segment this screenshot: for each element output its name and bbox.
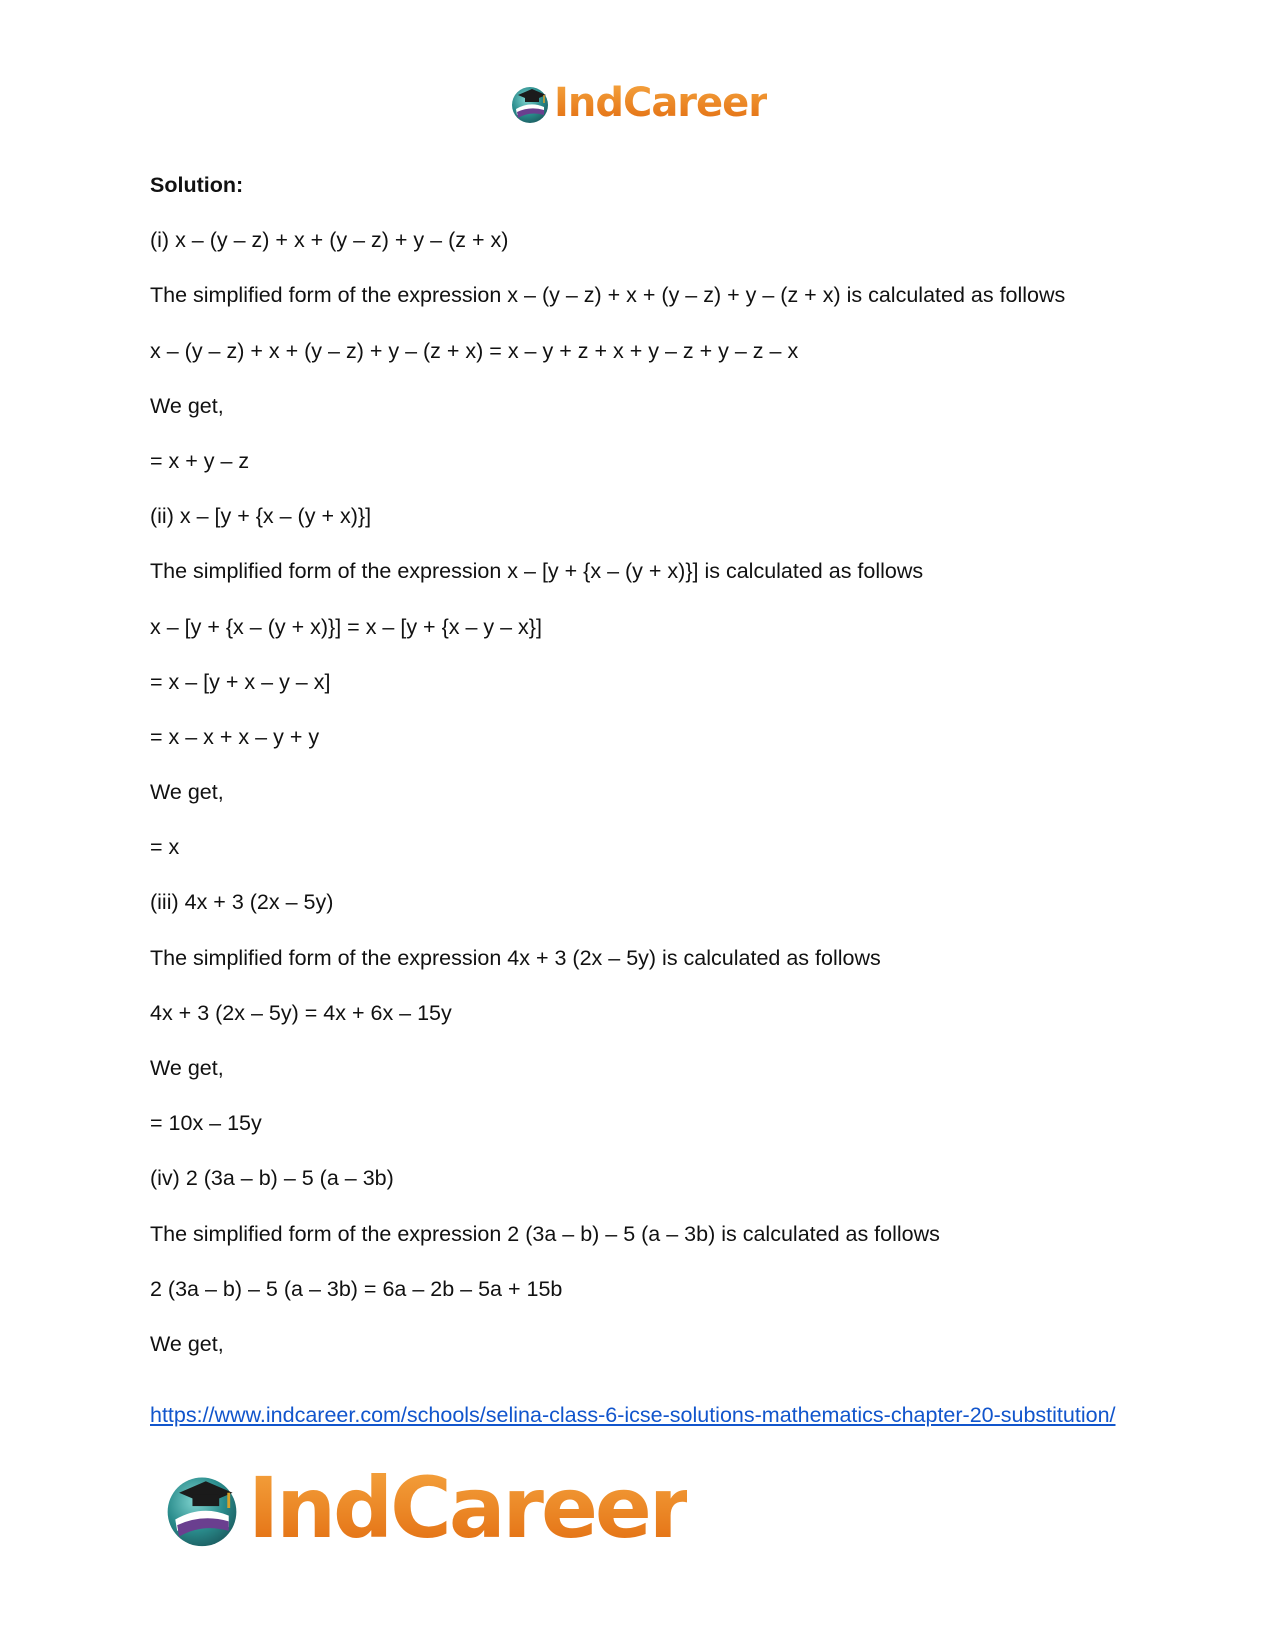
source-link[interactable]: https://www.indcareer.com/schools/selina-class-6-icse-solutions-mathematics-chapter-20-substitution/ [150,1403,1116,1427]
text-line: (i) x – (y – z) + x + (y – z) + y – (z + x) [150,228,509,253]
text-line: (ii) x – [y + {x – (y + x)}] [150,504,372,529]
text-line: 2 (3a – b) – 5 (a – 3b) = 6a – 2b – 5a + 15b [150,1276,563,1301]
text-line: = x + y – z [150,448,250,473]
text-line: x – (y – z) + x + (y – z) + y – (z + x) = x – y + z + x + y – z + y – z – x [150,338,799,363]
text-line: The simplified form of the expression x – (y – z) + x + (y – z) + y – (z + x) is calculated as follows [150,283,1066,308]
footer-logo [160,1459,688,1557]
document-body [150,172,1140,1386]
indcareer-logo [160,1459,688,1557]
indcareer-logo [508,81,767,125]
logo-text: IndCareer [553,80,768,126]
text-line: (iv) 2 (3a – b) – 5 (a – 3b) [150,1166,394,1191]
text-line: (iii) 4x + 3 (2x – 5y) [150,890,334,915]
text-line: = x – x + x – y + y [150,724,320,749]
logo-text: IndCareer [248,1459,688,1557]
text-line: We get, [150,780,224,805]
text-line: 4x + 3 (2x – 5y) = 4x + 6x – 15y [150,1000,452,1025]
solution-heading: Solution: [150,173,244,197]
text-line: x – [y + {x – (y + x)}] = x – [y + {x – y – x}] [150,614,542,639]
text-line: = x – [y + x – y – x] [150,669,331,694]
header-logo [0,76,1275,130]
text-line: = x [150,835,180,860]
text-line: We get, [150,1331,224,1356]
text-line: The simplified form of the expression x – [y + {x – (y + x)}] is calculated as follows [150,559,924,584]
graduation-globe-icon [160,1466,244,1550]
text-line: The simplified form of the expression 2 (3a – b) – 5 (a – 3b) is calculated as follows [150,1221,940,1246]
text-line: = 10x – 15y [150,1111,262,1136]
text-line: We get, [150,393,224,418]
graduation-globe-icon [508,81,552,125]
text-line: We get, [150,1056,224,1080]
text-line: The simplified form of the expression 4x + 3 (2x – 5y) is calculated as follows [150,945,881,970]
